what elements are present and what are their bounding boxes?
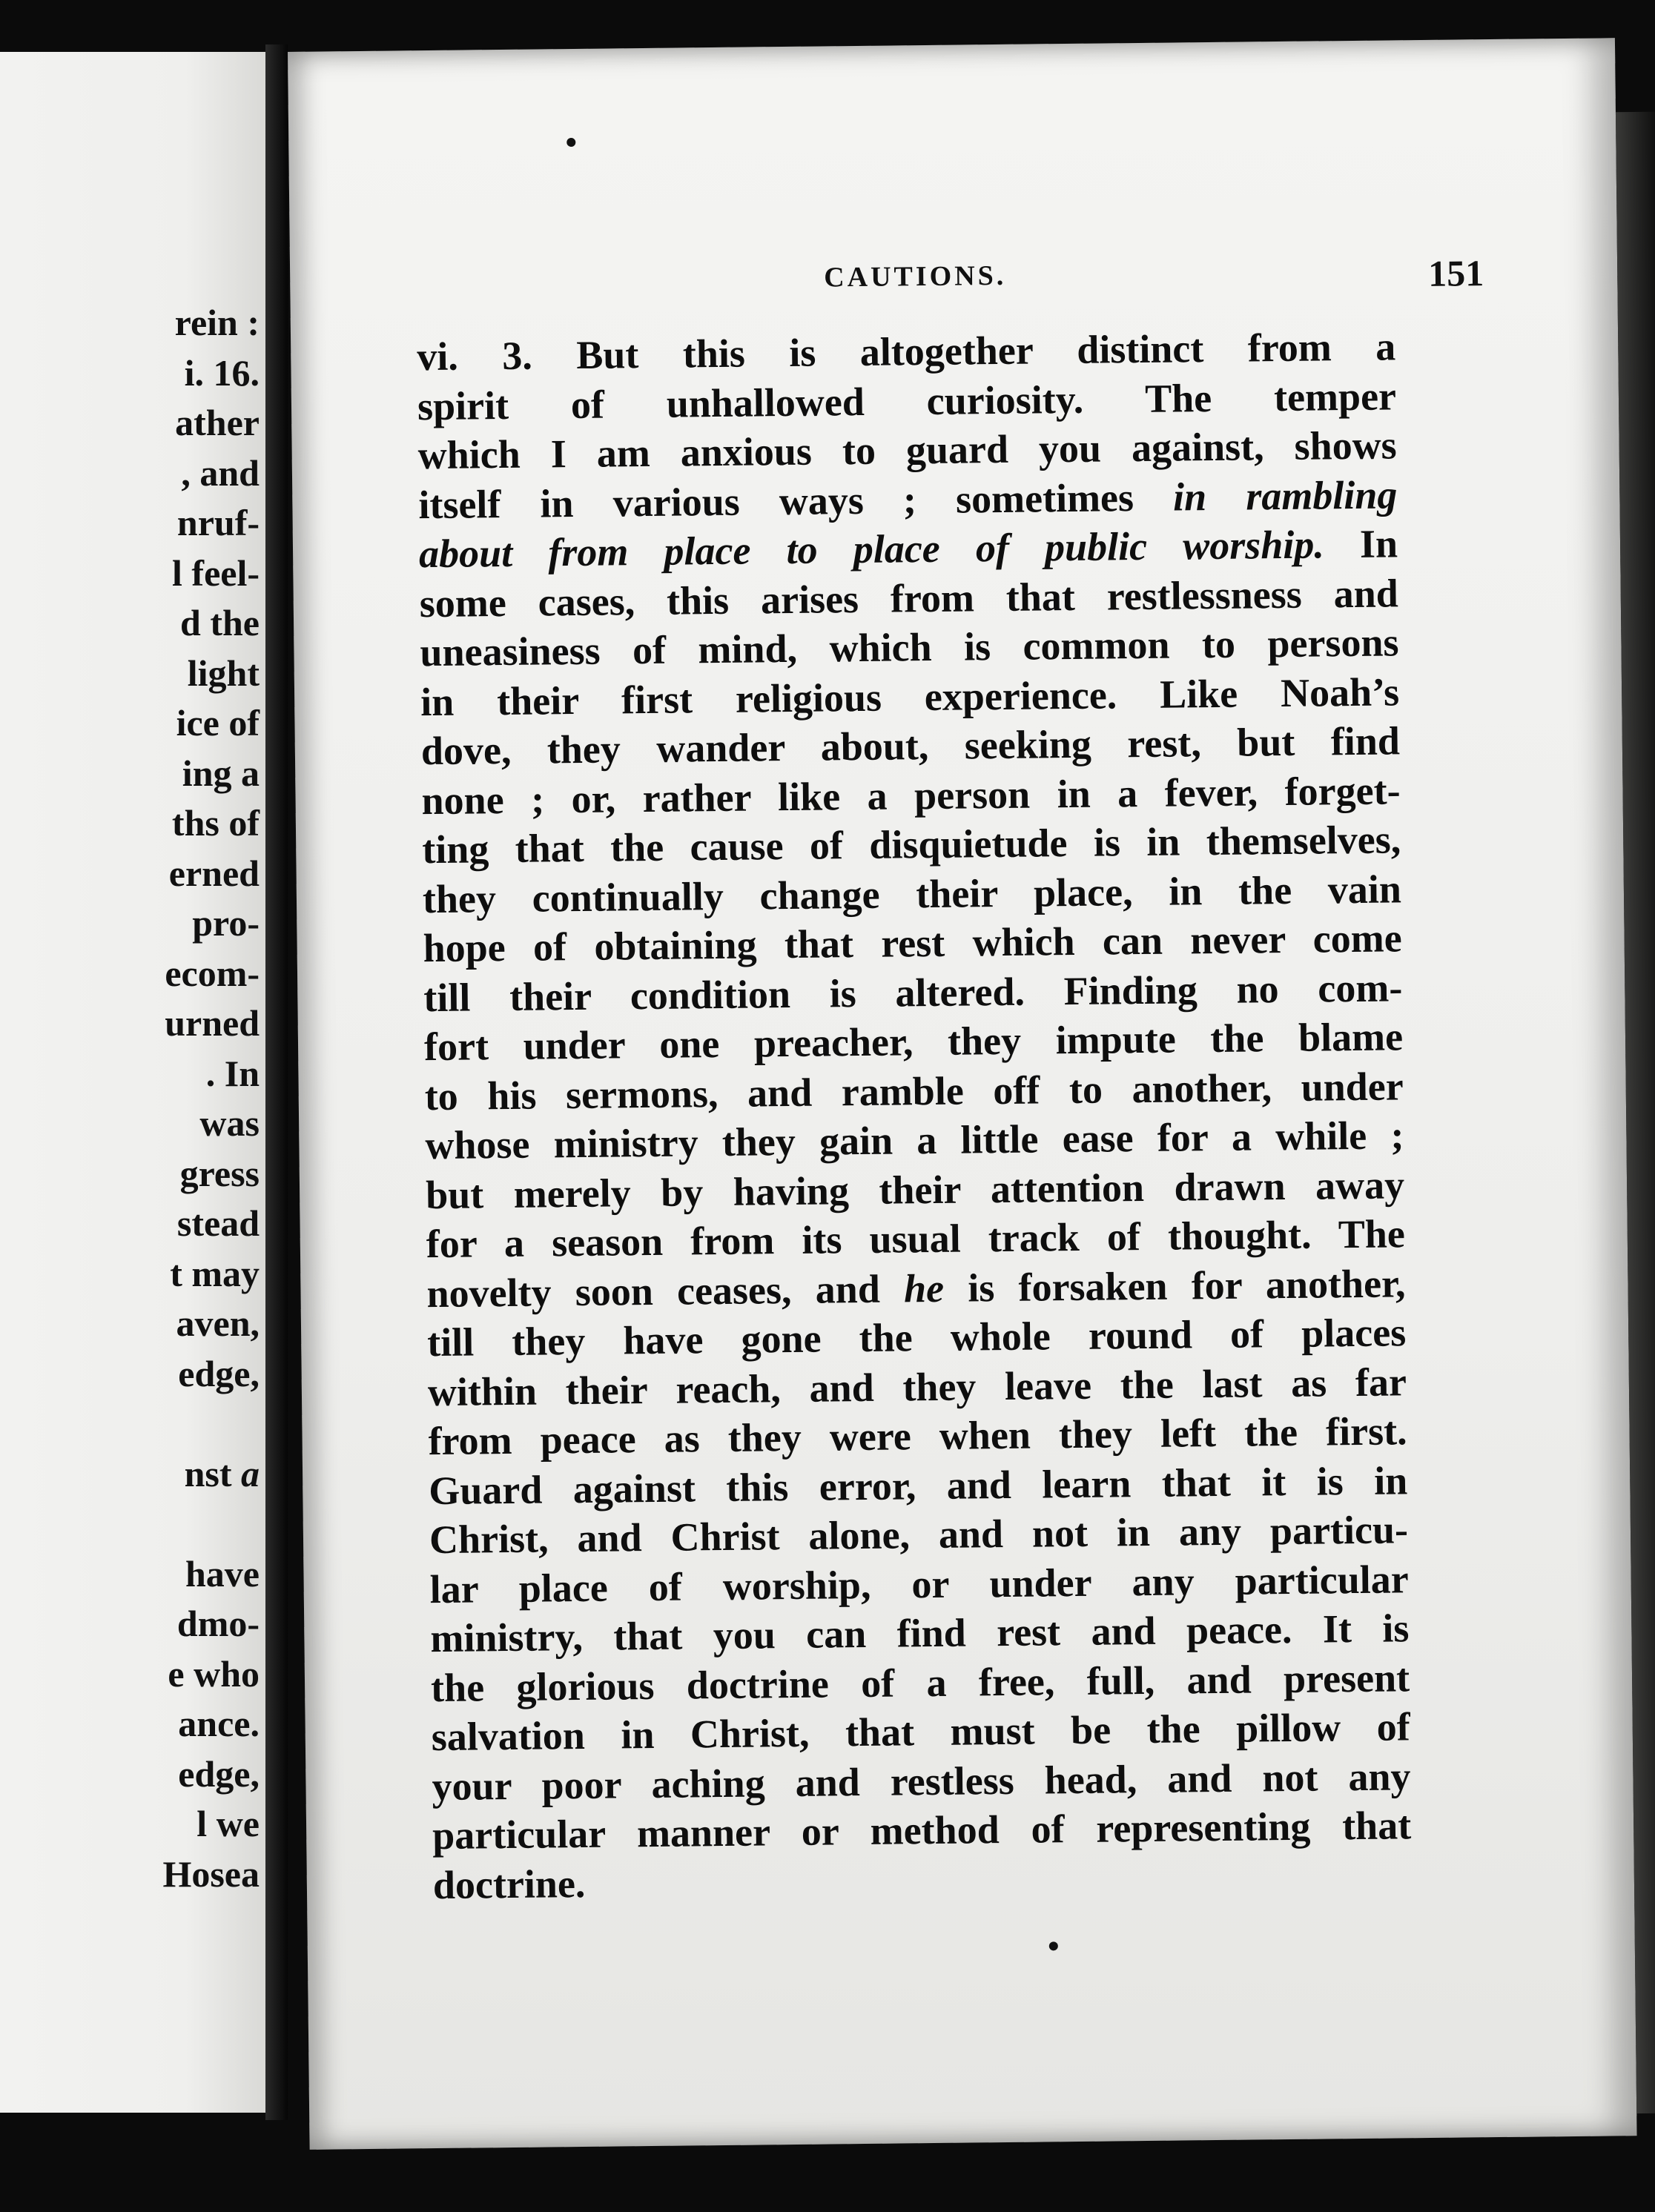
left-page-line-fragment: nruf- — [176, 502, 260, 543]
page-edge-shadow — [1616, 112, 1655, 2113]
left-page-line-fragment: have — [185, 1552, 260, 1595]
text-run: in their first religious experience. Like Noah’s — [420, 669, 1400, 724]
left-page-line-fragment: light — [187, 652, 260, 694]
text-run: from peace as they were when they left the first. — [428, 1408, 1407, 1464]
text-run: dove, they wander about, seeking rest, but find — [420, 718, 1401, 774]
left-page-line-fragment: rein : — [174, 302, 260, 343]
text-run: for a season from its usual track of thought. The — [426, 1211, 1406, 1267]
text-run: In — [1324, 521, 1398, 567]
left-page-line-fragment: ather — [175, 402, 260, 443]
left-page-line-fragment: dmo- — [176, 1603, 260, 1644]
ink-speck — [1049, 1941, 1058, 1950]
text-run: which I am anxious to guard you against, shows — [417, 423, 1397, 478]
text-run: your poor aching and restless head, and not any — [432, 1753, 1411, 1809]
text-run: till they have gone the whole round of places — [426, 1310, 1407, 1365]
text-line — [433, 1850, 1413, 1910]
left-page-line-fragment: gress — [179, 1152, 260, 1194]
left-page-line-fragment: i. 16. — [184, 351, 260, 394]
italic-text-run: in rambling — [1172, 471, 1398, 520]
text-run: within their reach, and they leave the last as far — [427, 1359, 1407, 1414]
text-run: uneasiness of mind, which is common to persons — [420, 620, 1399, 675]
left-page-line-fragment: l feel- — [172, 552, 260, 594]
left-page-line-fragment: was — [199, 1102, 260, 1144]
left-page-line-fragment: ing a — [182, 752, 260, 794]
left-page-line-fragment: l we — [196, 1803, 260, 1844]
left-page-line-fragment: d the — [180, 602, 260, 643]
text-run: is forsaken for another, — [943, 1260, 1406, 1311]
right-page — [288, 38, 1637, 2150]
text-run: salvation in Christ, that must be the pillow of — [431, 1704, 1411, 1760]
body-text — [417, 322, 1412, 1910]
text-run: lar place of worship, or under any particular — [429, 1556, 1409, 1612]
book-gutter — [265, 44, 288, 2120]
text-run: spirit of unhallowed curiosity. The temper — [417, 373, 1397, 428]
text-run: but merely by having their attention drawn away — [425, 1162, 1405, 1217]
text-run: itself in various ways ; sometimes — [418, 474, 1174, 527]
left-page-line-fragment: aven, — [176, 1302, 260, 1344]
left-page-line-fragment: t may — [170, 1252, 260, 1294]
left-page-line-fragment: erned — [168, 852, 260, 894]
text-run: hope of obtaining that rest which can never come — [423, 915, 1402, 971]
text-line — [432, 1801, 1412, 1860]
ink-speck — [566, 138, 575, 147]
running-head: CAUTIONS. — [824, 259, 1007, 294]
left-page-line-fragment: edge, — [178, 1752, 260, 1795]
text-run: fort under one preacher, they impute the blame — [423, 1014, 1404, 1070]
left-page-line-fragment: e who — [168, 1652, 260, 1695]
left-page-line-fragment: edge, — [178, 1352, 260, 1394]
text-run: particular manner or method of representing that — [432, 1803, 1412, 1858]
left-page-line-fragment: pro- — [192, 902, 260, 944]
text-run: novelty soon ceases, and — [426, 1265, 905, 1316]
text-run: ministry, that you can find rest and peace. It is — [430, 1606, 1410, 1661]
left-page-line-fragment: ths of — [171, 802, 260, 844]
left-page-line-fragment: ice of — [176, 702, 260, 744]
left-facing-page — [0, 52, 265, 2113]
left-page-line-fragment: Hosea — [162, 1852, 260, 1895]
left-page-line-fragment: ecom- — [165, 952, 260, 994]
italic-text-run: he — [903, 1265, 945, 1311]
italic-text-run: about from place to place of public worship. — [418, 522, 1325, 577]
text-run: some cases, this arises from that restlessness and — [419, 570, 1399, 626]
left-page-line-fragment: . In — [205, 1052, 260, 1094]
text-run: ting that the cause of disquietude is in themselves, — [421, 817, 1401, 872]
text-run: vi. 3. But this is altogether distinct from a — [417, 324, 1396, 380]
left-page-line-fragment: ance. — [178, 1703, 260, 1744]
text-run: the glorious doctrine of a free, full, and present — [430, 1655, 1410, 1710]
text-run: doctrine. — [432, 1861, 586, 1907]
text-run: till their condition is altered. Finding no com- — [423, 964, 1403, 1020]
text-run: Christ, and Christ alone, and not in any particu- — [429, 1507, 1409, 1563]
left-page-line-fragment: , and — [181, 451, 260, 494]
text-run: none ; or, rather like a person in a fever, forget- — [421, 767, 1401, 823]
text-run: they continually change their place, in the vain — [422, 866, 1402, 921]
left-page-line-fragment: nst a — [184, 1452, 260, 1494]
text-run: whose ministry they gain a little ease for a while ; — [425, 1113, 1404, 1168]
left-page-line-fragment: stead — [176, 1202, 260, 1244]
left-page-line-fragment: urned — [165, 1002, 260, 1044]
text-run: Guard against this error, and learn that it is in — [429, 1457, 1408, 1513]
page-number: 151 — [1427, 252, 1484, 294]
text-run: to his sermons, and ramble off to another, under — [424, 1063, 1404, 1119]
